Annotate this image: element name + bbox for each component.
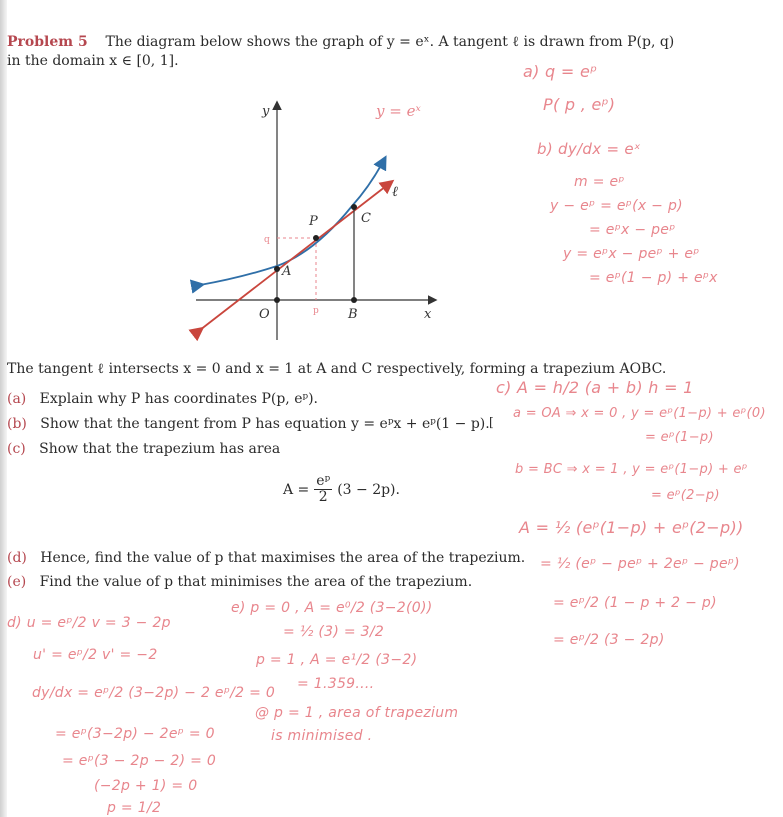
hw-c-1: a = OA ⇒ x = 0 , y = eᵖ(1−p) + eᵖ(0) <box>513 406 766 421</box>
hw-c-5: A = ½ (eᵖ(1−p) + eᵖ(2−p)) <box>519 518 744 537</box>
hw-e-5: is minimised . <box>271 728 373 744</box>
part-e-letter: (e) <box>7 574 27 590</box>
point-o-dot <box>274 297 280 303</box>
p-tick-label: p <box>313 306 319 316</box>
point-a-label: A <box>282 264 292 279</box>
area-formula-fraction <box>314 474 332 505</box>
hw-d-3: = eᵖ(3−2p) − 2eᵖ = 0 <box>55 726 215 742</box>
hw-c-2: = eᵖ(1−p) <box>645 430 714 445</box>
point-p-dot <box>313 235 319 241</box>
hw-e-0: e) p = 0 , A = e⁰/2 (3−2(0)) <box>231 600 433 616</box>
part-c <box>7 440 280 459</box>
area-formula-lhs: A = <box>283 481 310 498</box>
part-b-letter: (b) <box>7 416 27 432</box>
part-b <box>7 415 490 434</box>
hw-right-3: m = eᵖ <box>574 174 625 190</box>
part-d-text: Hence, find the value of p that maximises the area of the trapezium. <box>40 550 526 566</box>
hw-c-6: = ½ (eᵖ − peᵖ + 2eᵖ − peᵖ) <box>540 556 740 572</box>
y-axis-label: y <box>262 104 270 119</box>
area-formula-num: eᵖ <box>316 473 331 489</box>
point-p-label: P <box>309 214 318 229</box>
hw-d-1: u' = eᵖ/2 v' = −2 <box>33 647 158 663</box>
hw-e-4: @ p = 1 , area of trapezium <box>255 705 459 721</box>
point-c-label: C <box>361 211 371 226</box>
hw-right-7: = eᵖ(1 − p) + eᵖx <box>589 270 718 286</box>
hw-right-2: b) dy/dx = eˣ <box>537 140 641 158</box>
point-b-dot <box>351 297 357 303</box>
part-d <box>7 549 525 568</box>
bracket-mark: [ <box>489 415 494 429</box>
area-formula-rest: (3 − 2p). <box>337 481 400 498</box>
hw-right-4: y − eᵖ = eᵖ(x − p) <box>550 198 683 214</box>
hw-c-4: = eᵖ(2−p) <box>651 488 720 503</box>
hw-d-6: p = 1/2 <box>107 800 162 816</box>
hw-e-2: p = 1 , A = e¹/2 (3−2) <box>256 652 418 668</box>
hw-d-0: d) u = eᵖ/2 v = 3 − 2p <box>7 615 171 631</box>
hw-d-5: (−2p + 1) = 0 <box>94 778 198 794</box>
exp-curve <box>200 160 384 285</box>
point-b-label: B <box>348 307 358 322</box>
hw-d-4: = eᵖ(3 − 2p − 2) = 0 <box>62 753 217 769</box>
point-a-dot <box>274 266 280 272</box>
part-a <box>7 390 318 409</box>
area-formula-den: 2 <box>318 489 328 505</box>
part-b-text: Show that the tangent from P has equation y = eᵖx + eᵖ(1 − p). <box>40 416 490 432</box>
curve-handwritten-label: y = eˣ <box>376 102 421 120</box>
part-e <box>7 573 472 592</box>
hw-c-3: b = BC ⇒ x = 1 , y = eᵖ(1−p) + eᵖ <box>515 462 748 477</box>
hw-e-3: = 1.359.... <box>297 676 375 692</box>
hw-c-0: c) A = h/2 (a + b) h = 1 <box>496 378 694 397</box>
hw-right-1: P( p , eᵖ) <box>543 95 616 114</box>
problem-intro-text: The diagram below shows the graph of y = eˣ. A tangent ℓ is drawn from P(p, q) <box>105 34 675 50</box>
part-e-text: Find the value of p that minimises the area of the trapezium. <box>39 574 473 590</box>
q-tick-label: q <box>264 235 270 245</box>
hw-right-0: a) q = eᵖ <box>523 62 598 81</box>
part-a-letter: (a) <box>7 391 27 407</box>
hw-c-8: = eᵖ/2 (3 − 2p) <box>553 632 665 648</box>
part-c-text: Show that the trapezium has area <box>39 441 281 457</box>
hw-e-1: = ½ (3) = 3/2 <box>283 624 385 640</box>
area-formula <box>283 474 400 505</box>
tangent-line <box>200 183 390 330</box>
problem-intro-line2: in the domain x ∈ [0, 1]. <box>7 53 179 69</box>
tangent-label: ℓ <box>392 184 398 200</box>
part-c-letter: (c) <box>7 441 26 457</box>
origin-label: O <box>259 307 270 322</box>
hw-c-7: = eᵖ/2 (1 − p + 2 − p) <box>553 595 717 611</box>
tangent-sentence: The tangent ℓ intersects x = 0 and x = 1 at A and C respectively, forming a trapezium AOBC. <box>7 361 667 377</box>
part-d-letter: (d) <box>7 550 27 566</box>
part-a-text: Explain why P has coordinates P(p, eᵖ). <box>39 391 318 407</box>
hw-d-2: dy/dx = eᵖ/2 (3−2p) − 2 eᵖ/2 = 0 <box>32 685 276 701</box>
hw-right-6: y = eᵖx − peᵖ + eᵖ <box>563 246 700 262</box>
x-axis-label: x <box>424 307 432 322</box>
point-c-dot <box>351 204 357 210</box>
hw-right-5: = eᵖx − peᵖ <box>589 222 676 238</box>
problem-label: Problem 5 <box>7 34 88 50</box>
